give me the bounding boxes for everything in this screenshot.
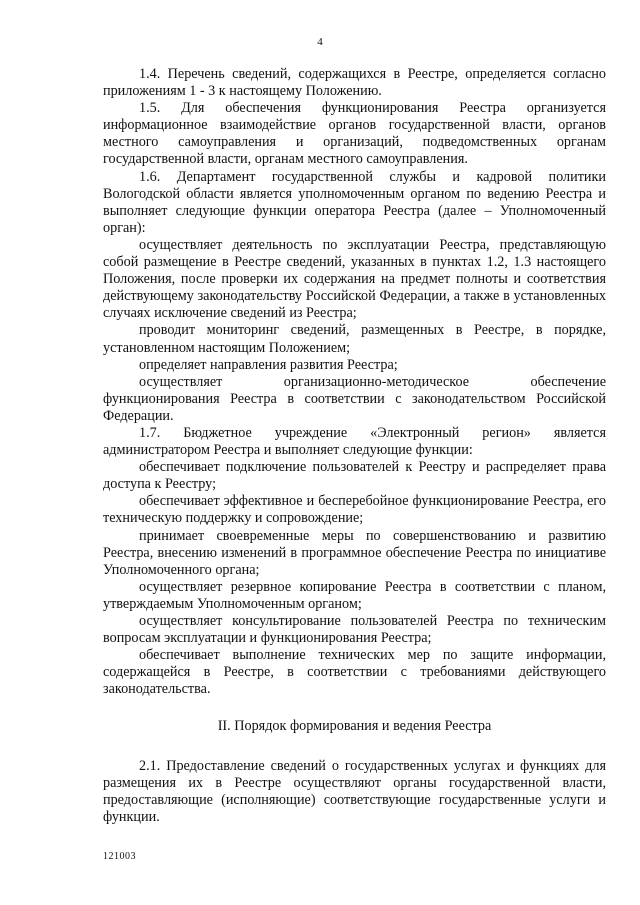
- list-item: определяет направления развития Реестра;: [139, 356, 398, 373]
- list-item: осуществляет организационно-методическое обеспечение функционирования Реестра в соответствии с законодательством Российской Федерации.: [103, 373, 606, 424]
- list-item: проводит мониторинг сведений, размещенных в Реестре, в порядке, установленном настоящим Положением;: [103, 322, 606, 356]
- paragraph-1-6: 1.6. Департамент государственной службы и кадровой политики Вологодской области является уполномоченным органом по ведению Реестра и выполняет следующие функции оператора Реестра (далее – Уполномоченный орган):: [103, 168, 606, 236]
- list-item: осуществляет резервное копирование Реестра в соответствии с планом, утверждаемым Уполномоченным органом;: [103, 578, 606, 612]
- paragraph-1-4: 1.4. Перечень сведений, содержащихся в Реестре, определяется согласно приложениям 1 - 3 к настоящему Положению.: [103, 66, 606, 100]
- document-body: [103, 66, 606, 826]
- document-code: 121003: [103, 851, 136, 862]
- list-item: обеспечивает подключение пользователей к Реестру и распределяет права доступа к Реестру;: [103, 459, 606, 493]
- list-item: осуществляет консультирование пользователей Реестра по техническим вопросам эксплуатации и функционирования Реестра;: [103, 613, 606, 647]
- paragraph-1-7: 1.7. Бюджетное учреждение «Электронный регион» является администратором Реестра и выполняет следующие функции:: [103, 424, 606, 459]
- page-number: 4: [317, 36, 323, 48]
- list-item: обеспечивает выполнение технических мер по защите информации, содержащейся в Реестре, в соответствии с требованиями действующего законодательства.: [103, 647, 606, 698]
- list-item: принимает своевременные меры по совершенствованию и развитию Реестра, внесению изменений в программное обеспечение Реестра по инициативе Уполномоченного органа;: [103, 527, 606, 578]
- paragraph-2-1: 2.1. Предоставление сведений о государственных услугах и функциях для размещения их в Реестре осуществляют органы государственной власти, предоставляющие (исполняющие) соответствующие государственные услуги и функции.: [103, 757, 606, 825]
- paragraph-1-5: 1.5. Для обеспечения функционирования Реестра организуется информационное взаимодействие органов государственной власти, органов местного самоуправления и организаций, подведомственных органам государственной власти, органам местного самоуправления.: [103, 100, 606, 168]
- list-item: осуществляет деятельность по эксплуатации Реестра, представляющую собой размещение в Реестре сведений, указанных в пунктах 1.2, 1.3 настоящего Положения, после проверки их содержания на предмет полноты и соответствия действующему законодательству Российской Федерации, а также в установленных случаях исключение сведений из Реестра;: [103, 236, 606, 322]
- list-item: обеспечивает эффективное и бесперебойное функционирование Реестра, его техническую поддержку и сопровождение;: [103, 493, 606, 527]
- section-heading: II. Порядок формирования и ведения Реестра: [217, 718, 492, 735]
